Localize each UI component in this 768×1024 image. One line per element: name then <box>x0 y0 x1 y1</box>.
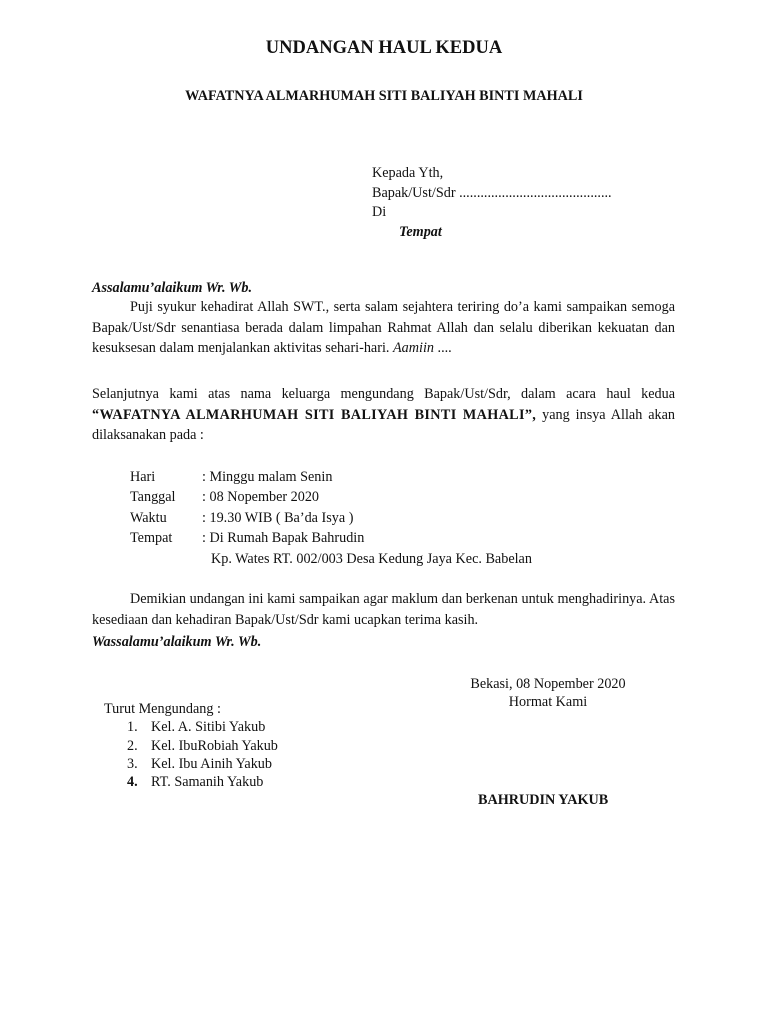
detail-value-time: : 19.30 WIB ( Ba’da Isya ) <box>202 510 354 526</box>
paragraph-opening-text: Puji syukur kehadirat Allah SWT., serta salam sejahtera teriring do’a kami sampaikan semoga Bapak/Ust/Sdr senantiasa berada dalam limpahan Rahmat Allah dan selalu diberikan kekuatan dan kesuksesan dalam menjalankan aktivitas sehari-hari. <box>92 299 675 356</box>
letter-subtitle: WAFATNYA ALMARHUMAH SITI BALIYAH BINTI MAHALI <box>185 88 583 104</box>
greeting: Assalamu’alaikum Wr. Wb. <box>92 280 253 296</box>
co-inviter-name: Kel. IbuRobiah Yakub <box>151 738 278 754</box>
co-inviter-name: RT. Samanih Yakub <box>151 774 264 790</box>
paragraph-closing: Demikian undangan ini kami sampaikan agar maklum dan berkenan untuk menghadirinya. Atas kesediaan dan kehadiran Bapak/Ust/Sdr kami ucapkan terima kasih. <box>92 591 675 628</box>
co-inviter-number: 1. <box>127 719 138 735</box>
recipient-line-1: Kepada Yth, <box>372 165 444 181</box>
detail-label-day: Hari <box>130 469 156 485</box>
paragraph-invitation <box>92 384 675 446</box>
co-inviter-name: Kel. Ibu Ainih Yakub <box>151 756 272 772</box>
detail-value-place: : Di Rumah Bapak Bahrudin <box>202 530 365 546</box>
ellipsis-text: .... <box>433 340 452 356</box>
co-inviters-heading: Turut Mengundang : <box>104 701 221 717</box>
paragraph-opening <box>92 297 675 359</box>
detail-label-time: Waktu <box>130 510 167 526</box>
detail-value-date: : 08 Nopember 2020 <box>202 489 320 505</box>
event-name: “WAFATNYA ALMARHUMAH SITI BALIYAH BINTI MAHALI”, <box>92 406 537 423</box>
detail-place-address: Kp. Wates RT. 002/003 Desa Kedung Jaya Kec. Babelan <box>211 551 532 567</box>
co-inviter-number: 3. <box>127 756 138 772</box>
co-inviter-number: 2. <box>127 738 138 754</box>
signer-name: BAHRUDIN YAKUB <box>478 792 609 808</box>
invitation-text-after: yang insya Allah akan dilaksanakan pada : <box>92 406 676 443</box>
recipient-line-3: Di <box>372 204 387 220</box>
letter-title: UNDANGAN HAUL KEDUA <box>265 38 503 58</box>
recipient-place: Tempat <box>399 224 442 240</box>
aamiin-text: Aamiin <box>393 340 434 356</box>
recipient-line-2: Bapak/Ust/Sdr ........................................... <box>372 185 612 201</box>
invitation-text-before: Selanjutnya kami atas nama keluarga mengundang Bapak/Ust/Sdr, dalam acara haul kedua <box>92 386 675 402</box>
place-date: Bekasi, 08 Nopember 2020 <box>470 676 626 692</box>
detail-value-day: : Minggu malam Senin <box>202 469 333 485</box>
regards: Hormat Kami <box>508 694 588 710</box>
closing-salutation: Wassalamu’alaikum Wr. Wb. <box>92 634 262 650</box>
detail-label-place: Tempat <box>130 530 173 546</box>
co-inviter-name: Kel. A. Sitibi Yakub <box>151 719 266 735</box>
co-inviter-number: 4. <box>127 774 138 790</box>
detail-label-date: Tanggal <box>130 489 176 505</box>
